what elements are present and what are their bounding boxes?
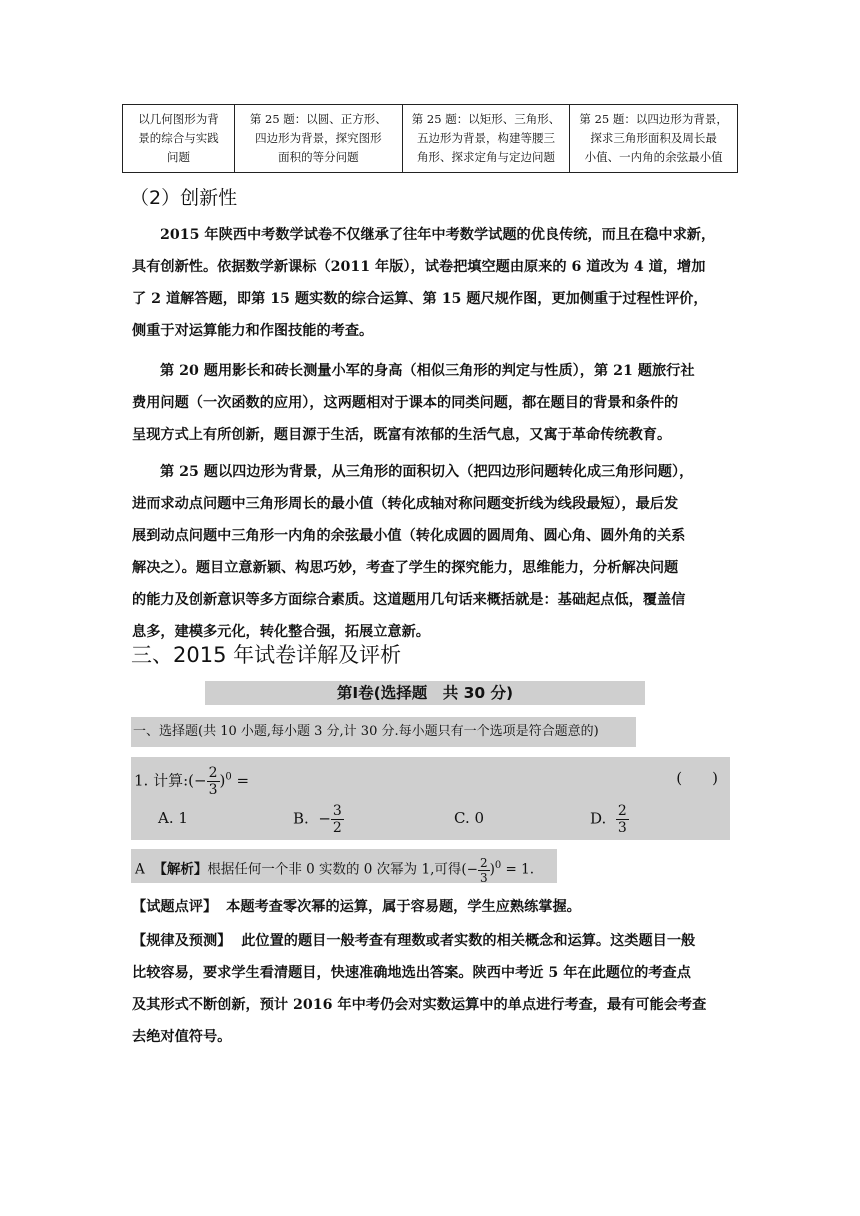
comment-paragraph: 【试题点评】 本题考查零次幂的运算，属于容易题，学生应熟练掌握。 bbox=[132, 899, 581, 915]
table-cell: 第 25 题：以圆、正方形、 四边形为背景，探究图形 面积的等分问题 bbox=[235, 105, 403, 173]
table-row bbox=[123, 105, 738, 173]
fraction: $\frac{2}{3}$ bbox=[479, 855, 488, 885]
answer-paren: ( ) bbox=[676, 769, 718, 787]
option-b: B. − $\frac{3}{2}$ bbox=[293, 803, 342, 836]
fraction: $\frac{2}{3}$ bbox=[208, 765, 218, 798]
innovation-paragraph-1: 2015 年陕西中考数学试卷不仅继承了往年中考数学试题的优良传统，而且在稳中求新， 具有创新性。依据数学新课标（2011 年版），试卷把填空题由原来的 6 道改为 4 道，增加 了 2 道解答题，即第 15 题实数的综合运算、第 15 题尺规作图，更加侧重于过程性评价， 侧重于对运算能力和作图技能的考查。 bbox=[132, 227, 716, 339]
fraction: $\frac{3}{2}$ bbox=[332, 803, 342, 836]
table-cell: 第 25 题：以矩形、三角形、 五边形为背景，构建等腰三 角形、探求定角与定边问题 bbox=[402, 105, 570, 173]
option-a: A. 1 bbox=[158, 809, 188, 827]
innovation-paragraph-2: 第 20 题用影长和砖长测量小军的身高（相似三角形的判定与性质），第 21 题旅行社 费用问题（一次函数的应用），这两题相对于课本的同类问题，都在题目的背景和条件的 呈现方式上有所创新，题目源于生活，既富有浓郁的生活气息，又寓于革命传统教育。 bbox=[132, 363, 695, 443]
answer-analysis: A 【解析】根据任何一个非 0 实数的 0 次幂为 1,可得(− $\frac{2}{3}$ )$^0$ = 1. bbox=[131, 849, 557, 883]
choice-section-heading: 一、选择题(共 10 小题,每小题 3 分,计 30 分.每小题只有一个选项是符合题意的) bbox=[131, 717, 636, 747]
question-1-stem: 1. 计算:(− $\frac{2}{3}$ )$^0$ = bbox=[134, 765, 250, 798]
option-c: C. 0 bbox=[454, 809, 485, 827]
option-d: D. $\frac{2}{3}$ bbox=[590, 803, 627, 836]
fraction: $\frac{2}{3}$ bbox=[617, 803, 627, 836]
section-three-heading: 三、2015 年试卷详解及评析 bbox=[131, 643, 402, 667]
innovation-paragraph-3: 第 25 题以四边形为背景，从三角形的面积切入（把四边形问题转化成三角形问题）， 进而求动点问题中三角形周长的最小值（转化成轴对称问题变折线为线段最短），最后发 展到动点问题中三角形一内角的余弦最小值（转化成圆的圆周角、圆心角、圆外角的关系 解决之）。题目立意新颖、构思巧妙，考查了学生的探究能力，思维能力，分析解决问题 的能力及创新意识等多方面综合素质。这道题用几句话来概括就是：基础起点低，覆盖信 息多，建模多元化，转化整合强，拓展立意新。 bbox=[132, 464, 694, 640]
question-1 bbox=[131, 757, 730, 840]
innovation-heading: （2）创新性 bbox=[130, 187, 238, 209]
table-cell: 以几何图形为背 景的综合与实践 问题 bbox=[123, 105, 235, 173]
prediction-paragraph: 【规律及预测】 此位置的题目一般考查有理数或者实数的相关概念和运算。这类题目一般 比较容易，要求学生看清题目，快速准确地选出答案。陕西中考近 5 年在此题位的考查点 及其形式不断创新，预计 2016 年中考仍会对实数运算中的单点进行考查，最有可能会考查 去绝对值符号。 bbox=[132, 933, 707, 1045]
table-cell: 第 25 题：以四边形为背景， 探求三角形面积及周长最 小值、一内角的余弦最小值 bbox=[570, 105, 738, 173]
comparison-table bbox=[122, 104, 738, 173]
volume-title: 第Ⅰ卷(选择题 共 30 分) bbox=[205, 681, 645, 705]
